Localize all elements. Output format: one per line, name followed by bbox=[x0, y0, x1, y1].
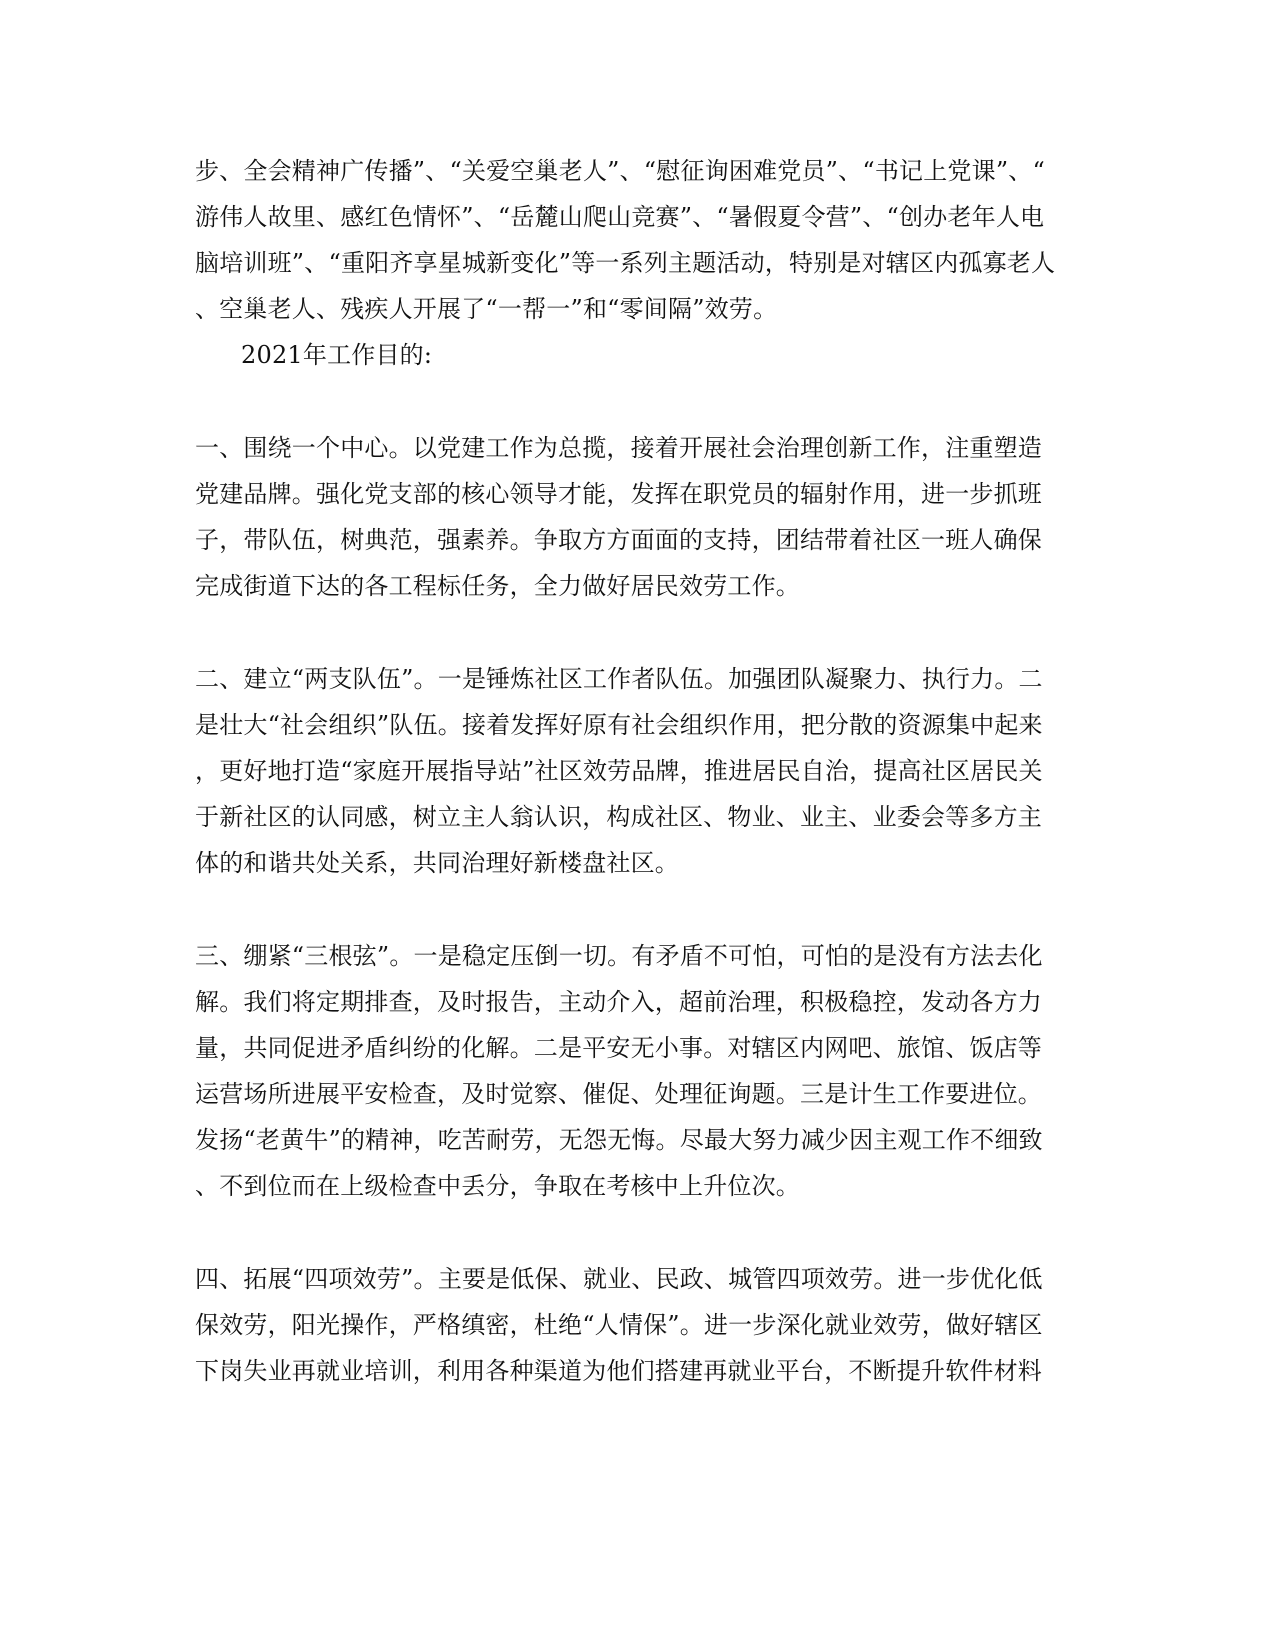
section-1-line: 党建品牌。强化党支部的核心领导才能，发挥在职党员的辐射作用，进一步抓班 bbox=[195, 480, 1042, 508]
intro-line: 游伟人故里、感红色情怀”、“岳麓山爬山竞赛”、“暑假夏令营”、“创办老年人电 bbox=[195, 203, 1045, 231]
section-3-line: 三、绷紧“三根弦”。一是稳定压倒一切。有矛盾不可怕，可怕的是没有方法去化 bbox=[195, 942, 1043, 970]
section-3-line: 发扬“老黄牛”的精神，吃苦耐劳，无怨无悔。尽最大努力减少因主观工作不细致 bbox=[195, 1126, 1043, 1154]
section-2-line: 体的和谐共处关系，共同治理好新楼盘社区。 bbox=[195, 849, 679, 877]
section-3-line: 量，共同促进矛盾纠纷的化解。二是平安无小事。对辖区内网吧、旅馆、饭店等 bbox=[195, 1034, 1042, 1062]
section-2-line: 于新社区的认同感，树立主人翁认识，构成社区、物业、业主、业委会等多方主 bbox=[195, 803, 1042, 831]
section-1-line: 子，带队伍，树典范，强素养。争取方方面面的支持，团结带着社区一班人确保 bbox=[195, 526, 1042, 554]
section-1-line: 一、围绕一个中心。以党建工作为总揽，接着开展社会治理创新工作，注重塑造 bbox=[195, 434, 1042, 462]
section-3-line: 、不到位而在上级检查中丢分，争取在考核中上升位次。 bbox=[195, 1172, 800, 1200]
section-2-line: 二、建立“两支队伍”。一是锤炼社区工作者队伍。加强团队凝聚力、执行力。二 bbox=[195, 665, 1043, 693]
section-1-line: 完成街道下达的各工程标任务，全力做好居民效劳工作。 bbox=[195, 572, 800, 600]
intro-line: 步、全会精神广传播”、“关爱空巢老人”、“慰征询困难党员”、“书记上党课”、“ bbox=[195, 157, 1045, 185]
section-4-line: 保效劳，阳光操作，严格缜密，杜绝“人情保”。进一步深化就业效劳，做好辖区 bbox=[195, 1311, 1043, 1339]
section-2-line: 是壮大“社会组织”队伍。接着发挥好原有社会组织作用，把分散的资源集中起来 bbox=[195, 711, 1043, 739]
goals-heading: 2021年工作目的: bbox=[241, 341, 433, 369]
section-2-line: ，更好地打造“家庭开展指导站”社区效劳品牌，推进居民自治，提高社区居民关 bbox=[195, 757, 1043, 785]
section-4-line: 四、拓展“四项效劳”。主要是低保、就业、民政、城管四项效劳。进一步优化低 bbox=[195, 1265, 1043, 1293]
section-3-line: 解。我们将定期排查，及时报告，主动介入，超前治理，积极稳控，发动各方力 bbox=[195, 988, 1042, 1016]
section-4-line: 下岗失业再就业培训，利用各种渠道为他们搭建再就业平台，不断提升软件材料 bbox=[195, 1357, 1042, 1385]
intro-line: 脑培训班”、“重阳齐享星城新变化”等一系列主题活动，特别是对辖区内孤寡老人 bbox=[195, 249, 1056, 277]
intro-line: 、空巢老人、残疾人开展了“一帮一”和“零间隔”效劳。 bbox=[195, 295, 778, 323]
section-3-line: 运营场所进展平安检查，及时觉察、催促、处理征询题。三是计生工作要进位。 bbox=[195, 1080, 1042, 1108]
